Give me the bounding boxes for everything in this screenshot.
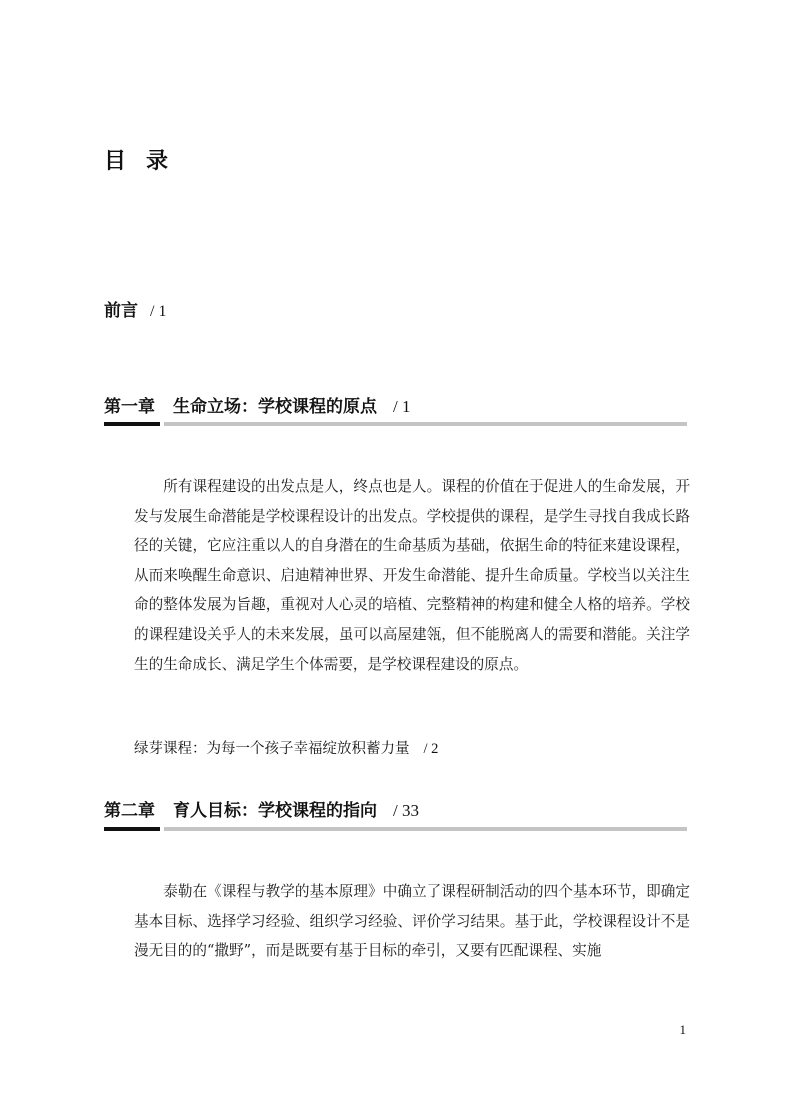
section-page-ref: / 2	[423, 741, 439, 757]
chapter-2-number: 第二章	[104, 801, 155, 821]
chapter-2-title: 育人目标：学校课程的指向	[173, 801, 377, 821]
chapter-1-divider	[104, 422, 687, 426]
chapter-1-page-ref: / 1	[393, 397, 411, 416]
toc-title	[104, 144, 168, 175]
chapter-2-summary: 泰勒在《课程与教学的基本原理》中确立了课程研制活动的四个基本环节，即确定基本目标、选择学习经验、组织学习经验、评价学习结果。基于此，学校课程设计不是漫无目的的“撒野”，而是既要有基于目标的牵引，又要有匹配课程、实施	[134, 883, 690, 960]
toc-entry-chapter-1[interactable]	[104, 392, 410, 417]
chapter-2-page-ref: / 33	[393, 801, 419, 820]
toc-entry-chapter-2[interactable]	[104, 796, 419, 821]
toc-title-char-1: 目	[104, 149, 127, 174]
toc-entry-section-lvya[interactable]	[134, 737, 438, 758]
toc-entry-preface[interactable]	[104, 296, 166, 321]
chapter-1-title: 生命立场：学校课程的原点	[173, 397, 377, 417]
chapter-2-divider	[104, 827, 687, 831]
toc-title-char-2: 录	[146, 149, 169, 174]
chapter-1-number: 第一章	[104, 397, 155, 417]
preface-page-ref: / 1	[150, 303, 167, 320]
chapter-1-summary: 所有课程建设的出发点是人，终点也是人。课程的价值在于促进人的生命发展，开发与发展生命潜能是学校课程设计的出发点。学校提供的课程，是学生寻找自我成长路径的关键，它应注重以人的自身潜在的生命基质为基础，依据生命的特征来建设课程，从而来唤醒生命意识、启迪精神世界、开发生命潜能、提升生命质量。学校当以关注生命的整体发展为旨趣，重视对人心灵的培植、完整精神的构建和健全人格的培养。学校的课程建设关乎人的未来发展，虽可以高屋建瓴，但不能脱离人的需要和潜能。关注学生的生命成长、满足学生个体需要，是学校课程建设的原点。	[134, 478, 690, 673]
preface-label: 前言	[104, 301, 138, 321]
section-title: 绿芽课程：为每一个孩子幸福绽放积蓄力量	[134, 741, 410, 757]
page-number: 1	[679, 1022, 686, 1037]
